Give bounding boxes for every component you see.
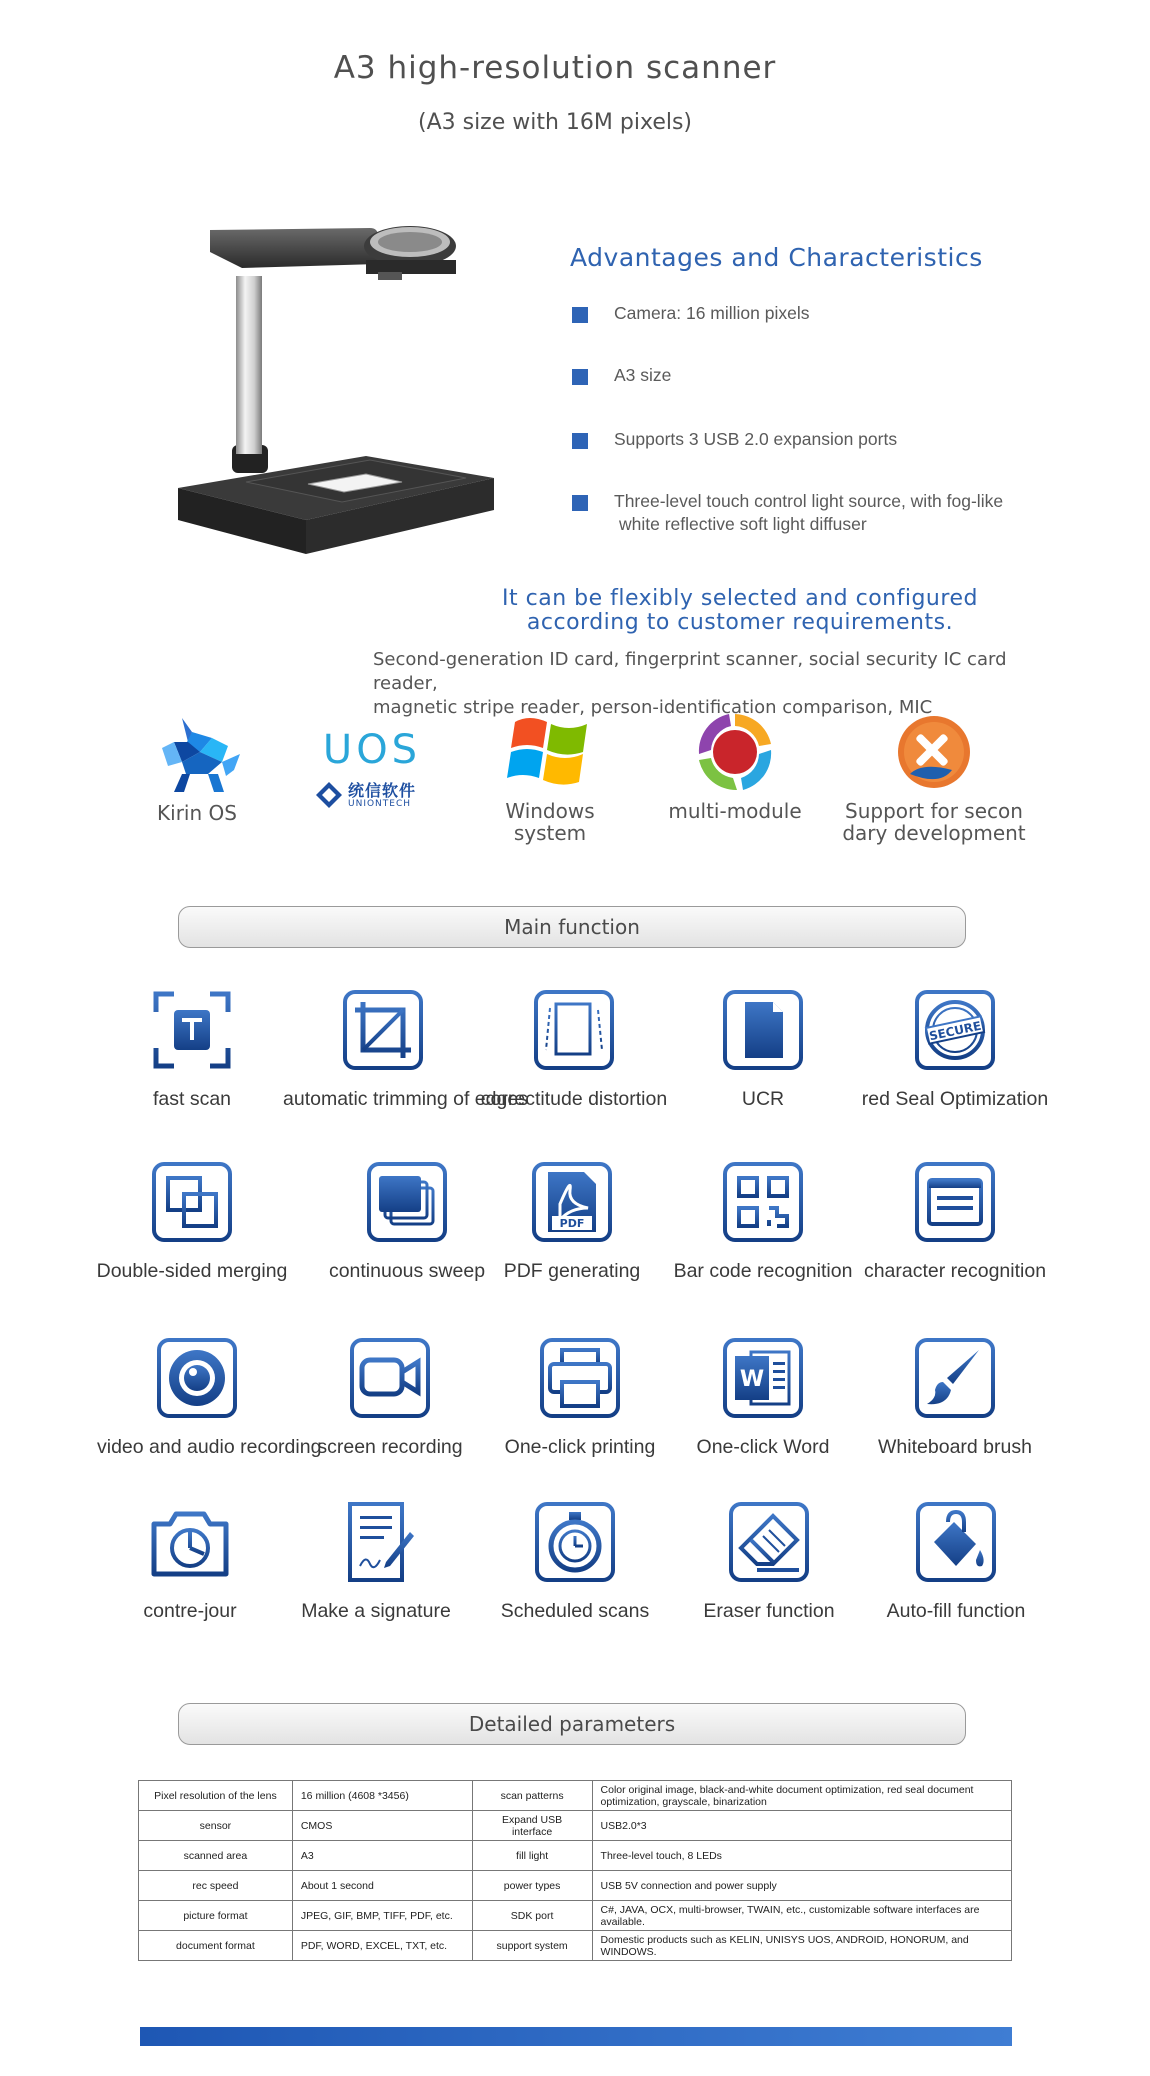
backlight-camera-icon xyxy=(148,1500,232,1584)
function-whiteboard-brush: Whiteboard brush xyxy=(855,1336,1055,1459)
svg-text:SECURE: SECURE xyxy=(927,1018,983,1044)
parameters-table xyxy=(138,1780,1012,1961)
function-printing: One-click printing xyxy=(480,1336,680,1459)
function-auto-fill: Auto-fill function xyxy=(856,1500,1056,1623)
config-title: It can be flexibly selected and configured according to customer requirements. xyxy=(502,586,978,635)
function-screen-recording: screen recording xyxy=(290,1336,490,1459)
document-icon xyxy=(721,988,805,1072)
bullet-square-icon xyxy=(572,433,588,449)
svg-text:PDF: PDF xyxy=(559,1217,585,1230)
table-row: rec speed About 1 second power types USB 5V connection and power supply xyxy=(139,1871,1012,1901)
function-video-audio: video and audio recording xyxy=(97,1336,297,1459)
distortion-icon xyxy=(532,988,616,1072)
bullet-square-icon xyxy=(572,369,588,385)
parameters-header: Detailed parameters xyxy=(178,1703,966,1745)
ocr-icon xyxy=(913,1160,997,1244)
function-eraser: Eraser function xyxy=(669,1500,869,1623)
function-scheduled-scans: Scheduled scans xyxy=(475,1500,675,1623)
config-options: Second-generation ID card, fingerprint scanner, social security IC card reader, magnetic stripe reader, person-identification comparison, MIC xyxy=(373,649,1007,718)
function-trimming: automatic trimming of edges xyxy=(283,988,483,1111)
function-signature: Make a signature xyxy=(276,1500,476,1623)
kirin-logo-icon xyxy=(152,712,242,794)
scanner-product-image xyxy=(170,220,510,570)
table-row: scanned area A3 fill light Three-level touch, 8 LEDs xyxy=(139,1841,1012,1871)
kirin-os: Kirin OS xyxy=(142,712,252,824)
table-row: Pixel resolution of the lens 16 million (4608 *3456) scan patterns Color original image, black-and-white document optimization, red seal document optimization, grayscale, binarization xyxy=(139,1781,1012,1811)
function-fast-scan: fast scan xyxy=(92,988,292,1111)
secondary-development: Support for secon dary development xyxy=(836,712,1032,844)
qr-code-icon xyxy=(721,1160,805,1244)
pdf-icon xyxy=(530,1160,614,1244)
uos-logo: UOS 统信软件 UNIONTECH xyxy=(312,728,432,818)
uniontech-icon xyxy=(316,782,342,808)
windows-system: Windows system xyxy=(470,712,630,844)
brush-icon xyxy=(913,1336,997,1420)
merge-icon xyxy=(150,1160,234,1244)
bullet-square-icon xyxy=(572,307,588,323)
crop-icon xyxy=(341,988,425,1072)
function-ucr: UCR xyxy=(663,988,863,1111)
stack-icon xyxy=(365,1160,449,1244)
page-subtitle: (A3 size with 16M pixels) xyxy=(417,110,693,135)
function-distortion: correctitude distortion xyxy=(474,988,674,1111)
multi-module: multi-module xyxy=(660,710,810,822)
svg-text:W: W xyxy=(739,1367,765,1392)
bullet-square-icon xyxy=(572,495,588,511)
fast-scan-icon xyxy=(150,988,234,1072)
advantages-title: Advantages and Characteristics xyxy=(570,243,983,272)
signature-icon xyxy=(334,1500,418,1584)
eraser-icon xyxy=(727,1500,811,1584)
page-title: A3 high-resolution scanner xyxy=(333,50,777,86)
main-function-header: Main function xyxy=(178,906,966,948)
function-contre-jour: contre-jour xyxy=(90,1500,290,1623)
table-row: picture format JPEG, GIF, BMP, TIFF, PDF, etc. SDK port C#, JAVA, OCX, multi-browser, TWAIN, etc., customizable software interfaces are available. xyxy=(139,1901,1012,1931)
table-row: document format PDF, WORD, EXCEL, TXT, etc. support system Domestic products such as KELIN, UNISYS UOS, ANDROID, HONORUM, and WINDOWS. xyxy=(139,1931,1012,1961)
function-barcode: Bar code recognition xyxy=(663,1160,863,1283)
windows-logo-icon xyxy=(507,712,593,792)
video-camera-icon xyxy=(348,1336,432,1420)
paint-bucket-icon xyxy=(914,1500,998,1584)
stopwatch-icon xyxy=(533,1500,617,1584)
word-icon xyxy=(721,1336,805,1420)
function-character-recognition: character recognition xyxy=(855,1160,1055,1283)
footer-bar xyxy=(140,2027,1012,2046)
function-pdf: PDF PDF generating xyxy=(472,1160,672,1283)
multi-module-icon xyxy=(693,710,777,794)
camera-lens-icon xyxy=(155,1336,239,1420)
function-continuous-sweep: continuous sweep xyxy=(307,1160,507,1283)
secure-stamp-icon xyxy=(913,988,997,1072)
function-double-sided: Double-sided merging xyxy=(92,1160,292,1283)
function-word: W One-click Word xyxy=(663,1336,863,1459)
function-red-seal: SECURE red Seal Optimization xyxy=(855,988,1055,1111)
table-row: sensor CMOS Expand USB interface USB2.0*3 xyxy=(139,1811,1012,1841)
printer-icon xyxy=(538,1336,622,1420)
tools-icon xyxy=(892,712,976,792)
